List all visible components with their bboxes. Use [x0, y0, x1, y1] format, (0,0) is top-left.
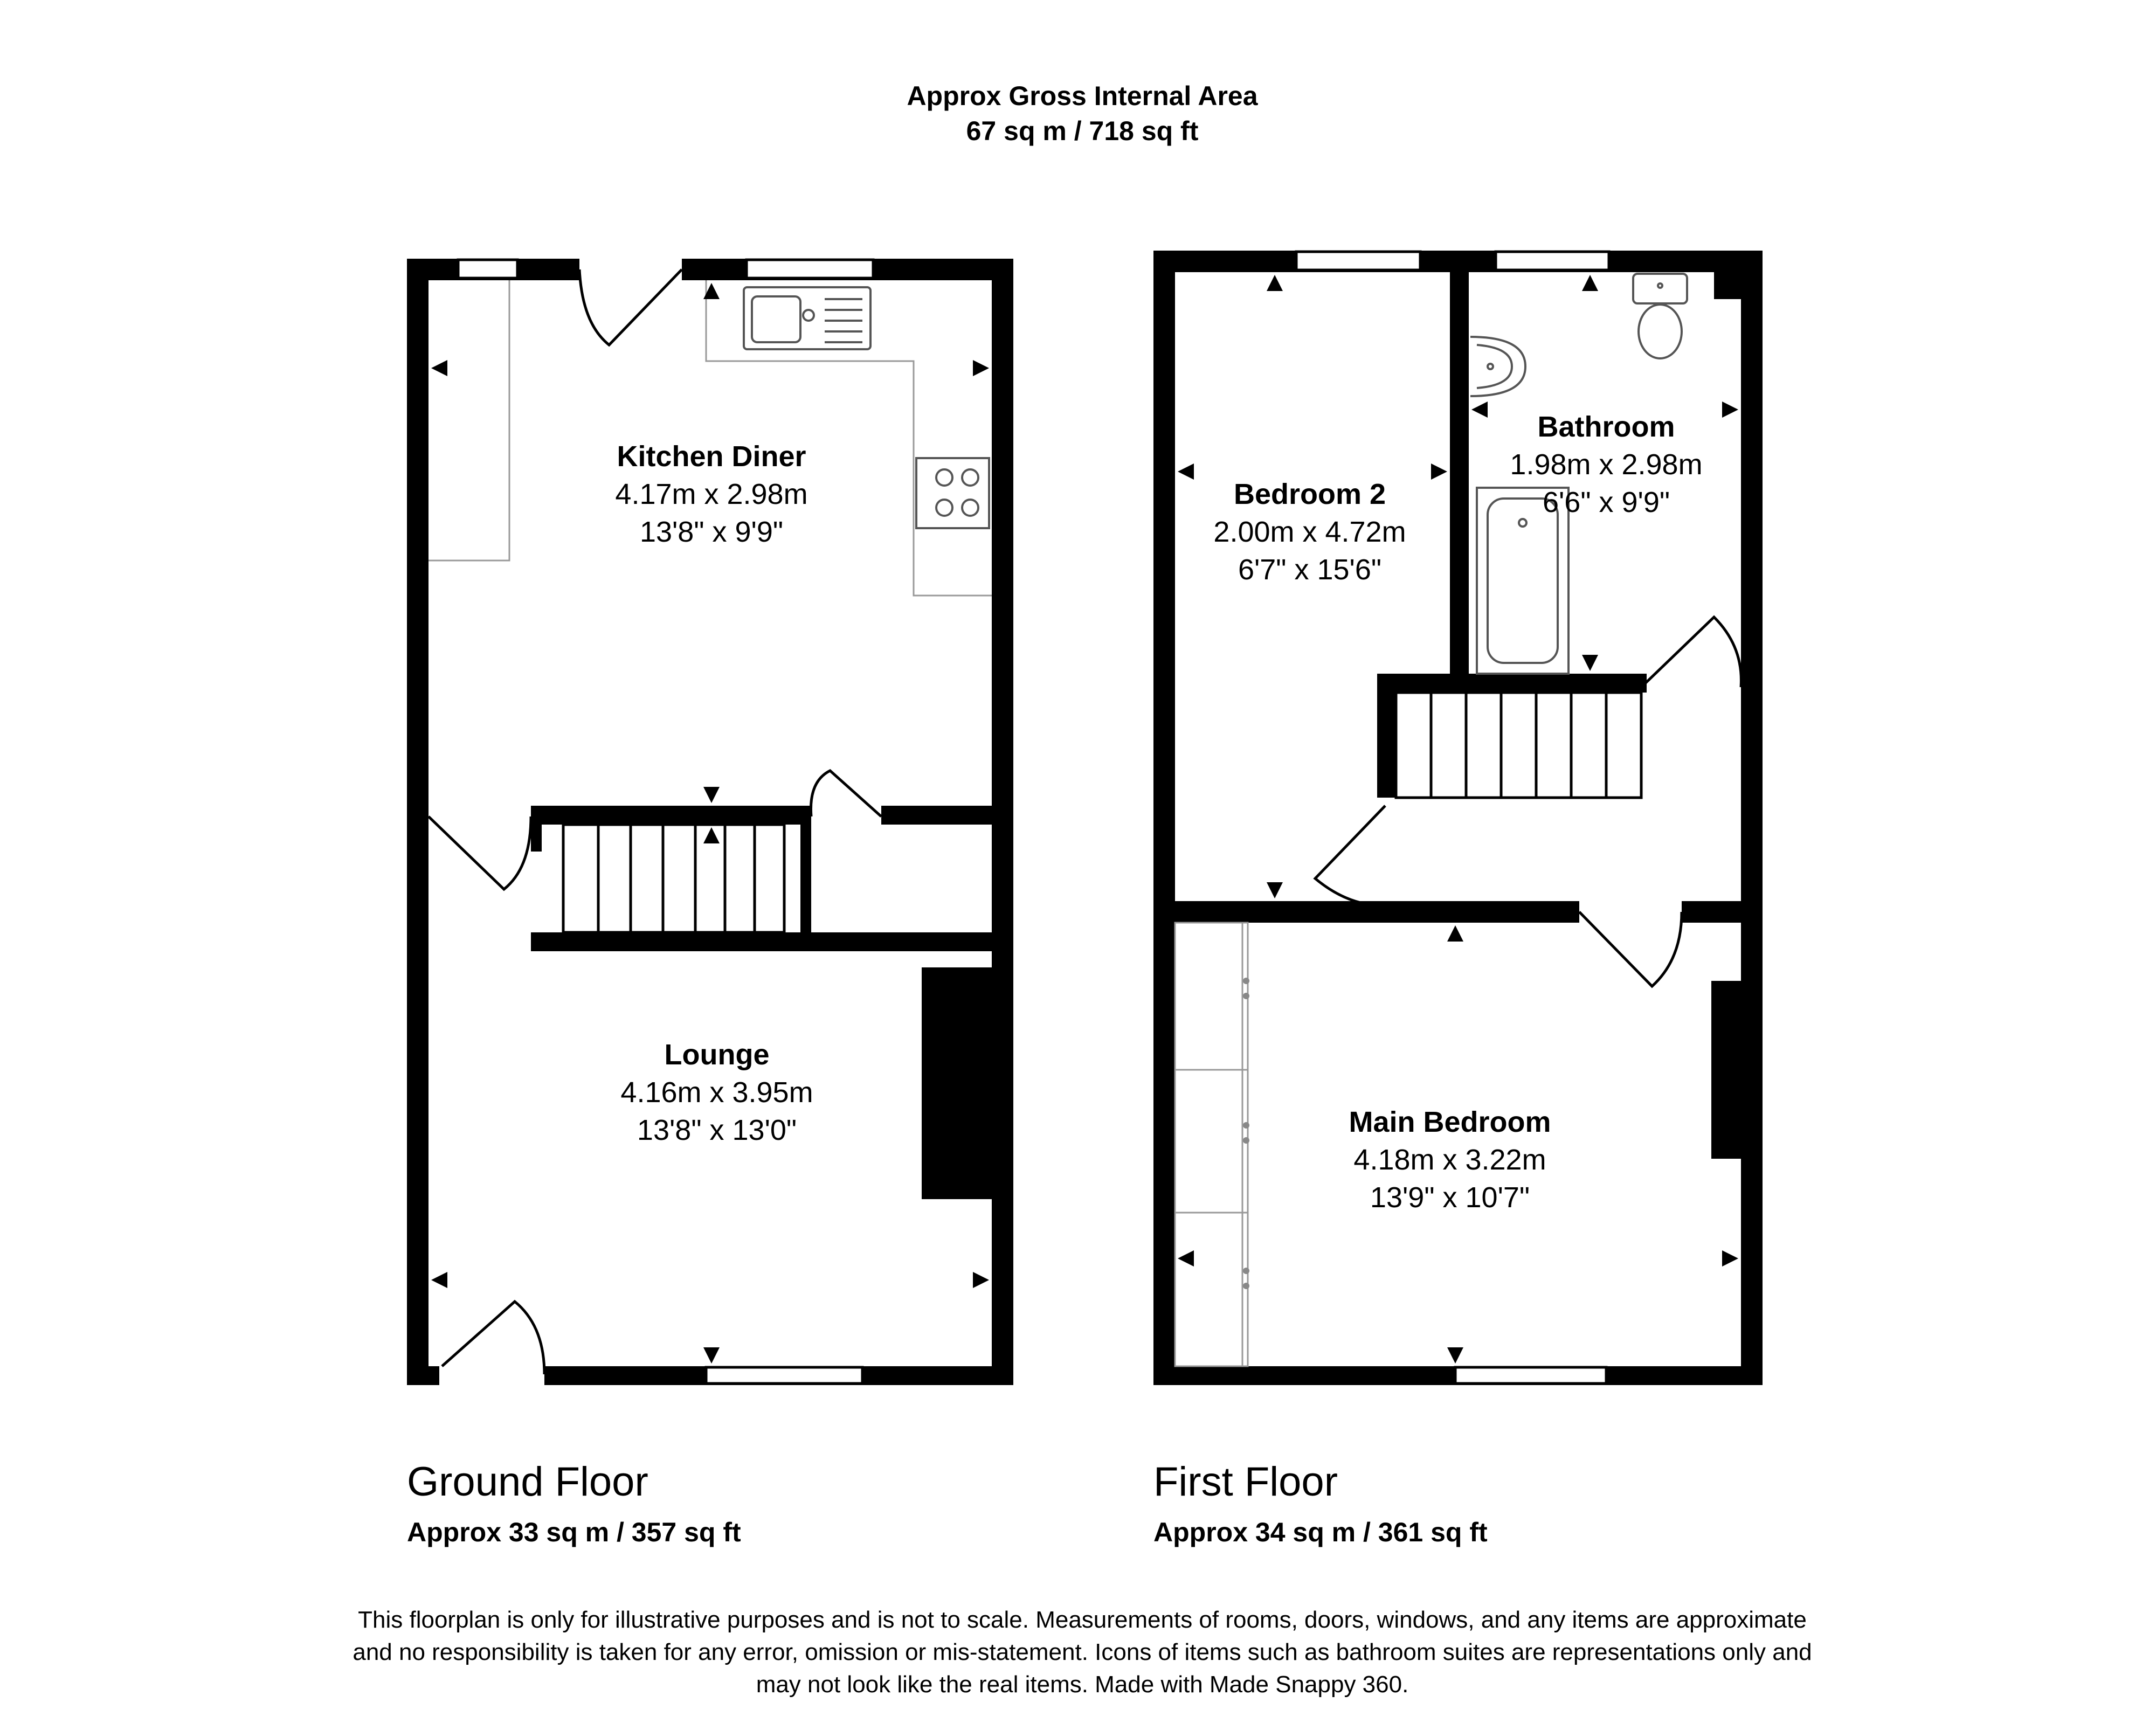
toilet-icon [1633, 274, 1687, 358]
room-imperial-bedroom-2: 6'7" x 15'6" [1238, 553, 1382, 586]
hob-icon [916, 458, 989, 528]
door-swing [1579, 912, 1682, 986]
room-metric-bedroom-2: 2.00m x 4.72m [1213, 516, 1406, 548]
room-metric-kitchen-diner: 4.17m x 2.98m [615, 478, 808, 510]
first-floor-plan [1153, 251, 1763, 1385]
window [1496, 252, 1609, 270]
room-metric-bathroom: 1.98m x 2.98m [1510, 448, 1703, 481]
chimney-breast [922, 967, 994, 1199]
window [747, 260, 873, 278]
door-swing [811, 771, 881, 816]
staircase [563, 825, 784, 932]
room-name-main-bedroom: Main Bedroom [1349, 1106, 1551, 1138]
door-swing [579, 269, 682, 345]
door-swing [1315, 806, 1385, 905]
door-swing [1641, 617, 1741, 687]
window [458, 260, 517, 278]
gross-area-title: Approx Gross Internal Area [907, 81, 1258, 111]
door-swing [442, 1302, 544, 1374]
room-imperial-lounge: 13'8" x 13'0" [637, 1114, 797, 1146]
room-imperial-main-bedroom: 13'9" x 10'7" [1370, 1181, 1530, 1214]
room-metric-main-bedroom: 4.18m x 3.22m [1353, 1144, 1546, 1176]
door-swing [429, 816, 531, 889]
room-name-kitchen-diner: Kitchen Diner [617, 440, 806, 473]
ground-floor-area: Approx 33 sq m / 357 sq ft [407, 1517, 741, 1547]
first-floor-title: First Floor [1153, 1459, 1338, 1505]
ground-floor-plan [407, 259, 1013, 1385]
chimney-breast [1711, 981, 1744, 1159]
sink-icon [744, 287, 870, 349]
staircase [1396, 693, 1641, 798]
ground-floor-title: Ground Floor [407, 1459, 648, 1505]
room-imperial-bathroom: 6'6" x 9'9" [1542, 486, 1670, 518]
window [1296, 252, 1420, 270]
room-metric-lounge: 4.16m x 3.95m [620, 1076, 813, 1109]
window [1455, 1367, 1606, 1383]
first-floor-area: Approx 34 sq m / 361 sq ft [1153, 1517, 1488, 1547]
disclaimer-line-3: may not look like the real items. Made with Made Snappy 360. [756, 1671, 1409, 1698]
disclaimer-line-1: This floorplan is only for illustrative purposes and is not to scale. Measurements of rooms, doors, windows, and any items are approximate [358, 1607, 1807, 1633]
gross-area-value: 67 sq m / 718 sq ft [966, 116, 1199, 146]
basin-icon [1470, 337, 1525, 396]
room-imperial-kitchen-diner: 13'8" x 9'9" [639, 516, 784, 548]
room-name-lounge: Lounge [664, 1039, 770, 1071]
room-name-bedroom-2: Bedroom 2 [1233, 478, 1386, 510]
wardrobe [1175, 923, 1249, 1366]
window [706, 1367, 862, 1383]
room-name-bathroom: Bathroom [1537, 411, 1675, 443]
disclaimer-line-2: and no responsibility is taken for any error, omission or mis-statement. Icons of items such as bathroom suites are representations only and [353, 1639, 1812, 1665]
